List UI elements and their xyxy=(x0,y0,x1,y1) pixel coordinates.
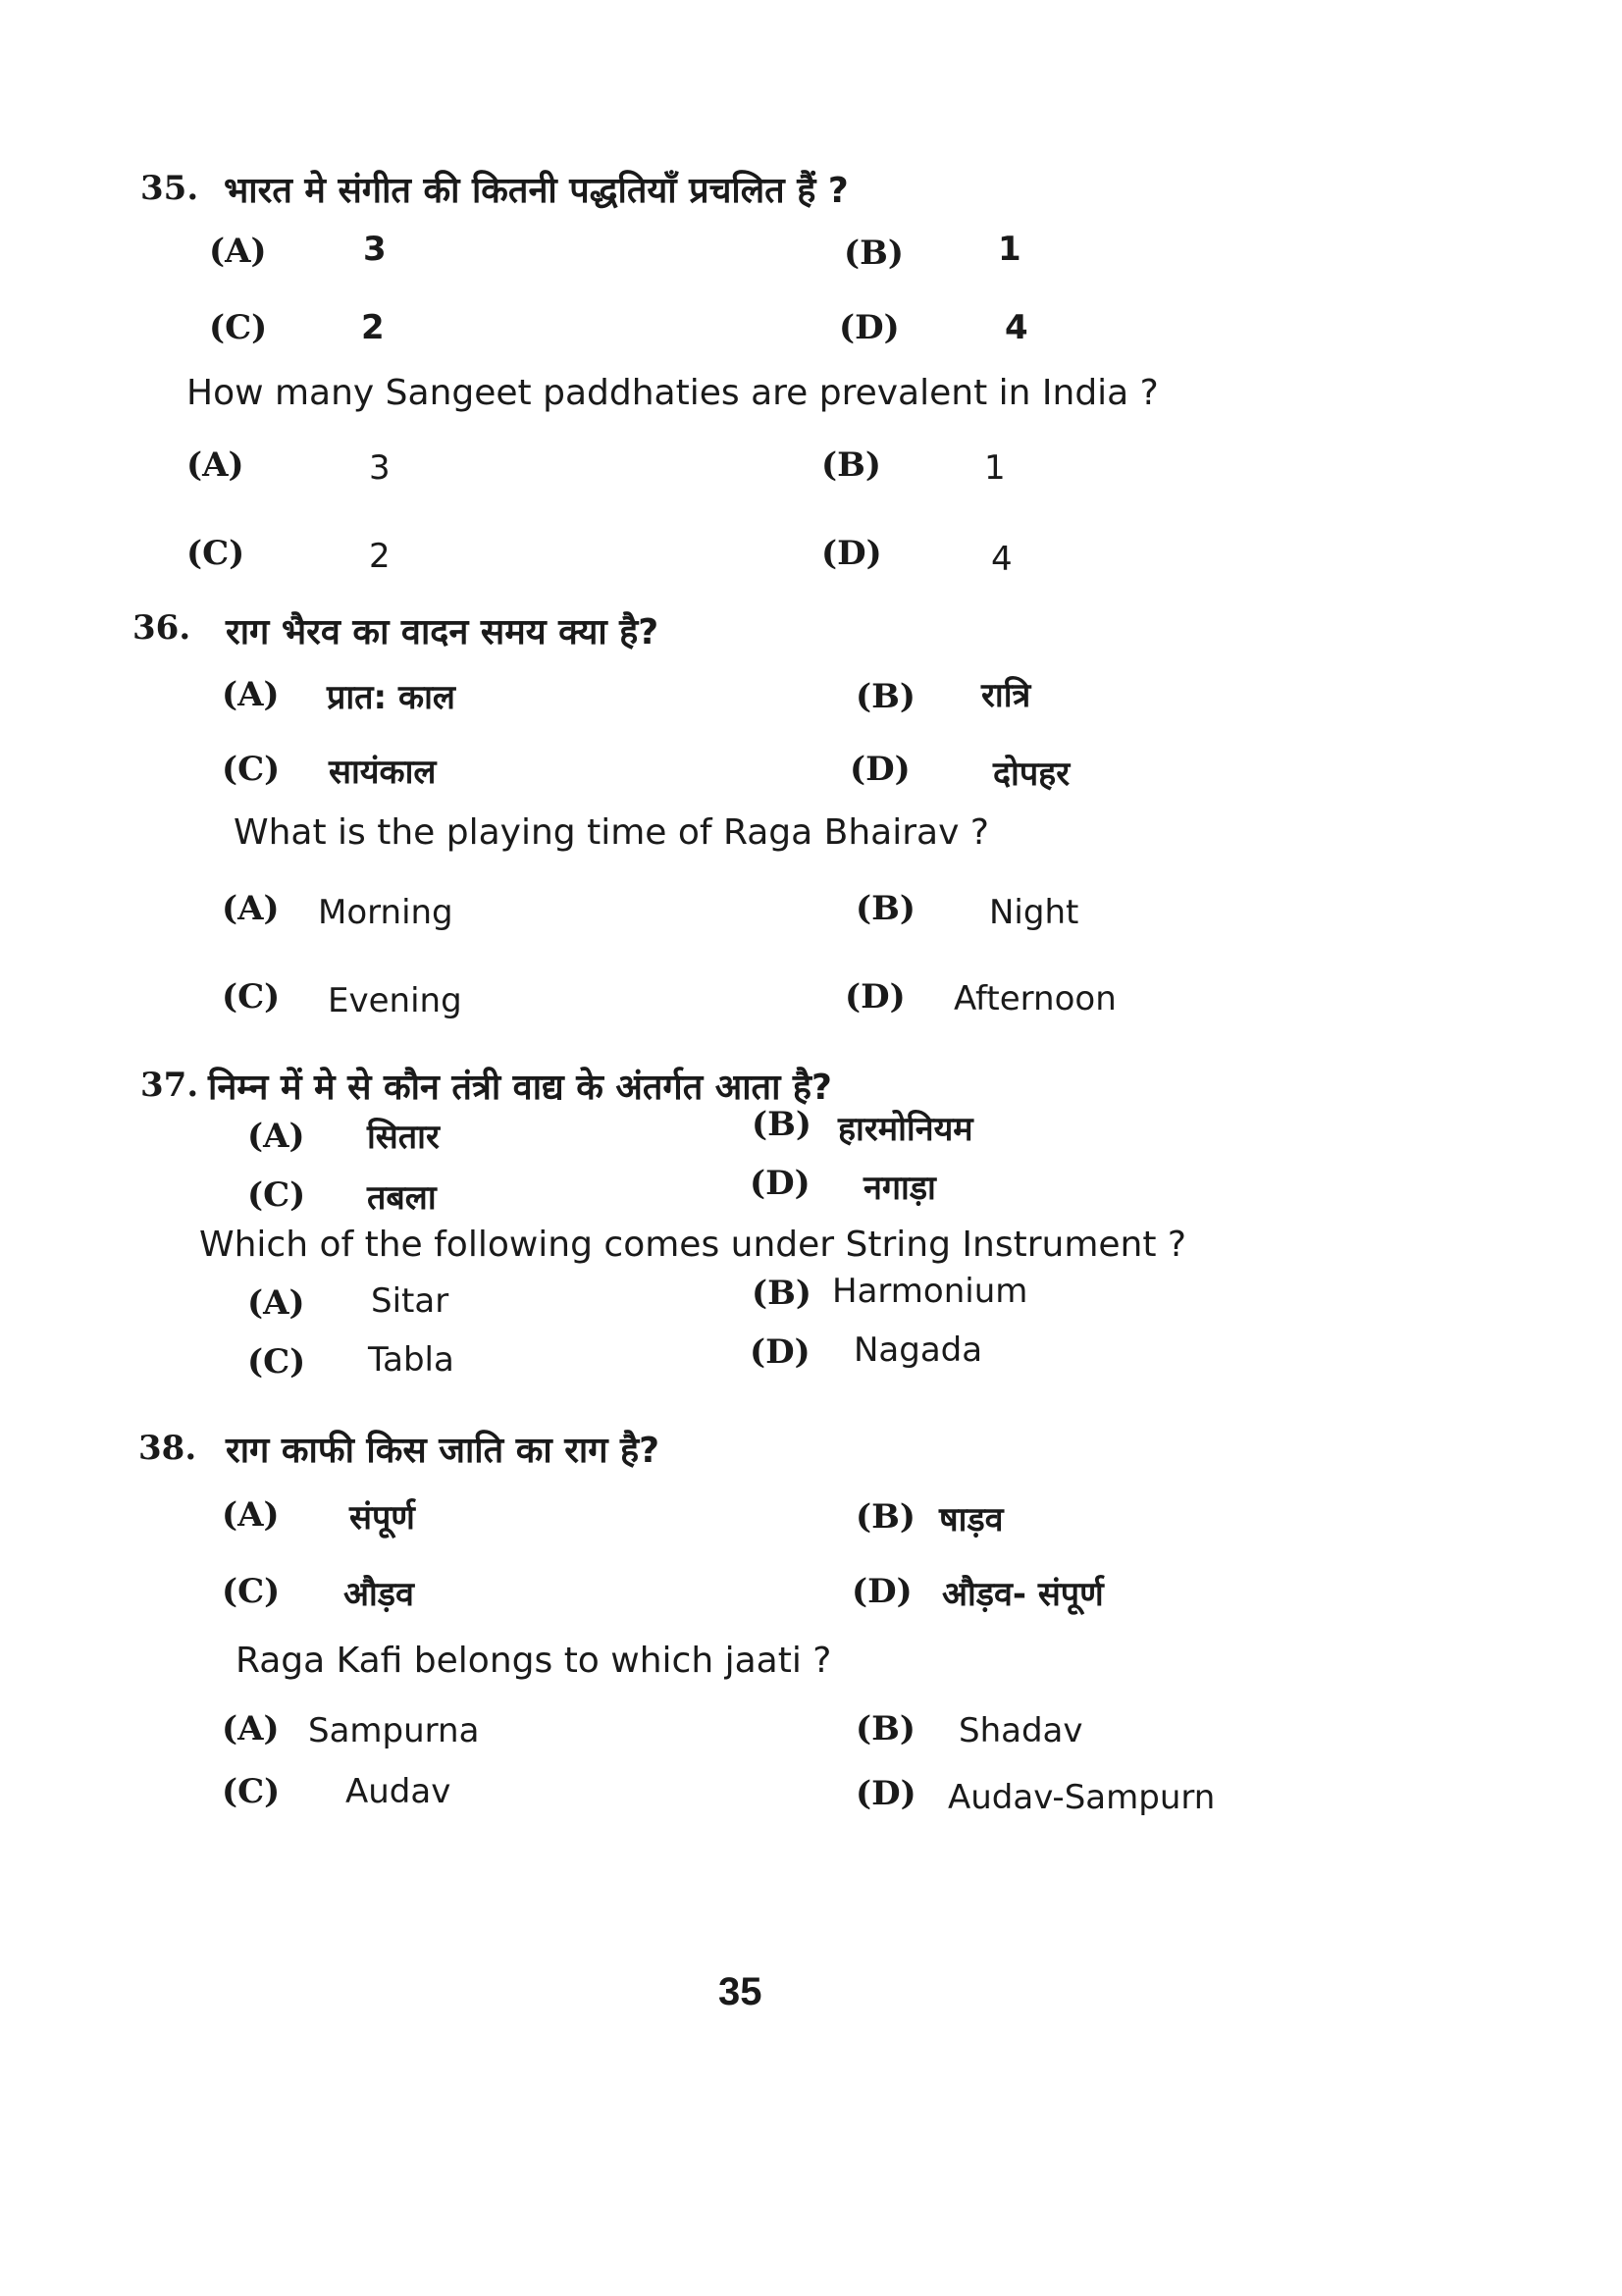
option-label: (A) xyxy=(209,232,267,271)
question-number: 37. xyxy=(140,1066,199,1105)
question-text-hindi: राग काफी किस जाति का राग है? xyxy=(226,1431,660,1471)
option-label: (D) xyxy=(750,1332,811,1372)
option-value: Sitar xyxy=(371,1281,449,1321)
question-text-hindi: राग भैरव का वादन समय क्या है? xyxy=(226,612,659,652)
option-label: (D) xyxy=(845,977,906,1017)
option-value: सितार xyxy=(367,1118,440,1157)
option-label: (B) xyxy=(856,1497,916,1537)
option-label: (A) xyxy=(222,889,280,928)
option-label: (C) xyxy=(222,1772,281,1811)
option-value: Evening xyxy=(328,981,462,1020)
option-label: (A) xyxy=(222,1495,280,1535)
option-value: सायंकाल xyxy=(329,753,437,792)
option-value: Tabla xyxy=(368,1340,454,1380)
option-value: Morning xyxy=(318,893,453,932)
question-number: 36. xyxy=(132,608,191,648)
option-label: (B) xyxy=(856,677,916,716)
option-value: रात्रि xyxy=(981,676,1031,715)
option-value: औड़व xyxy=(343,1575,414,1614)
page-number: 35 xyxy=(718,1970,762,2013)
option-label: (D) xyxy=(839,308,900,347)
option-value: Audav xyxy=(345,1772,451,1811)
option-label: (B) xyxy=(752,1105,811,1144)
option-label: (B) xyxy=(752,1274,811,1313)
option-label: (A) xyxy=(186,445,244,485)
option-value: 4 xyxy=(1005,308,1028,347)
question-text-english: What is the playing time of Raga Bhairav ? xyxy=(234,812,989,853)
question-text-hindi: निम्न में मे से कौन तंत्री वाद्य के अंतर्गत आता है? xyxy=(208,1068,832,1108)
option-value: 2 xyxy=(369,537,391,576)
option-label: (B) xyxy=(844,234,904,273)
option-label: (C) xyxy=(222,750,281,789)
option-value: नगाड़ा xyxy=(863,1169,936,1208)
option-value: प्रात: काल xyxy=(327,678,455,717)
option-label: (D) xyxy=(750,1164,811,1203)
option-label: (C) xyxy=(222,977,281,1017)
option-value: 1 xyxy=(984,448,1006,488)
option-value: Audav-Sampurn xyxy=(948,1778,1216,1817)
option-value: हारमोनियम xyxy=(838,1110,973,1149)
question-text-hindi: भारत मे संगीत की कितनी पद्धतियाँ प्रचलित हैं ? xyxy=(224,171,849,211)
option-value: Harmonium xyxy=(832,1272,1028,1311)
option-label: (D) xyxy=(850,750,911,789)
option-value: Afternoon xyxy=(954,979,1117,1018)
option-value: 2 xyxy=(361,308,385,347)
option-label: (D) xyxy=(852,1572,913,1611)
option-value: 1 xyxy=(998,230,1021,269)
option-value: औड़व- संपूर्ण xyxy=(942,1575,1104,1614)
question-number: 35. xyxy=(140,169,199,208)
option-value: Night xyxy=(989,893,1079,932)
option-value: Sampurna xyxy=(308,1711,480,1750)
option-label: (C) xyxy=(247,1175,306,1215)
option-label: (A) xyxy=(222,1709,280,1748)
option-label: (B) xyxy=(856,889,916,928)
option-label: (A) xyxy=(222,675,280,714)
question-text-english: Which of the following comes under String Instrument ? xyxy=(199,1225,1187,1265)
option-value: तबला xyxy=(367,1178,437,1218)
option-value: Shadav xyxy=(959,1711,1083,1750)
option-label: (A) xyxy=(247,1117,305,1156)
option-value: संपूर्ण xyxy=(349,1498,415,1538)
option-value: दोपहर xyxy=(993,755,1071,794)
option-value: 4 xyxy=(991,540,1013,579)
option-value: 3 xyxy=(363,230,387,269)
option-label: (C) xyxy=(247,1342,306,1382)
question-text-english: How many Sangeet paddhaties are prevalent in India ? xyxy=(186,373,1159,413)
option-label: (B) xyxy=(856,1709,916,1748)
option-value: 3 xyxy=(369,448,391,488)
option-label: (B) xyxy=(821,445,881,485)
option-label: (D) xyxy=(821,534,882,573)
option-value: Nagada xyxy=(854,1331,983,1370)
option-label: (C) xyxy=(186,534,245,573)
option-label: (A) xyxy=(247,1283,305,1323)
question-number: 38. xyxy=(138,1429,197,1468)
option-label: (D) xyxy=(856,1774,916,1813)
question-text-english: Raga Kafi belongs to which jaati ? xyxy=(235,1641,832,1681)
option-value: षाड़व xyxy=(939,1500,1004,1539)
option-label: (C) xyxy=(209,308,268,347)
option-label: (C) xyxy=(222,1572,281,1611)
